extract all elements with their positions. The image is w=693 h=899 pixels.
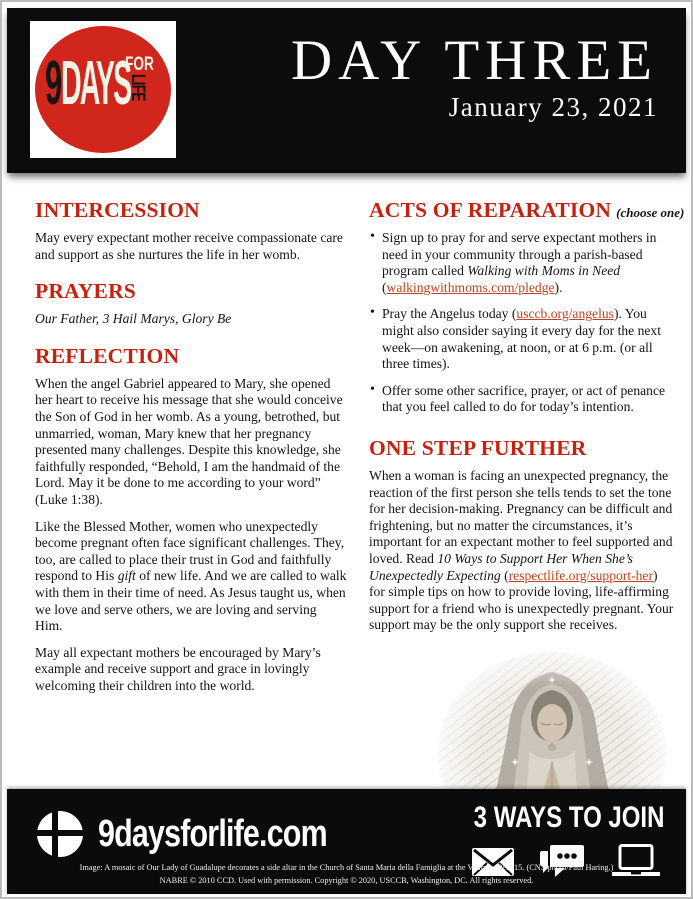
reflection-heading: REFLECTION	[35, 343, 180, 368]
intercession-text	[35, 230, 347, 263]
text-run: ) for simple tips on how to provide loving, life-affirming support for a friend who is unexpectedly pregnant. Your support may be the only support she receives.	[369, 567, 674, 633]
left-column	[35, 198, 347, 866]
section-reflection	[35, 344, 347, 695]
logo-text-9: 9	[45, 49, 63, 118]
section-intercession	[35, 198, 347, 263]
respectlife-support-her-link[interactable]: respectlife.org/support-her	[508, 567, 653, 583]
text-run: (	[500, 567, 509, 583]
9daysforlife-logo	[30, 21, 176, 158]
prayers-heading: PRAYERS	[35, 279, 136, 304]
text-run: May all expectant mothers be encouraged by Mary’s example and receive support and grace in lovingly welcoming their children into the world.	[35, 644, 321, 693]
acts-list-item	[369, 383, 675, 416]
title-block	[291, 29, 658, 123]
text-run: Like the Blessed Mother, women who unexpectedly become pregnant often face significant challenges. They, too, are called to place their trust in God and faithfully respond to His	[35, 518, 345, 584]
right-column	[369, 198, 685, 866]
page-date: January 23, 2021	[448, 92, 658, 122]
text-run: of new life. And we are called to walk with them in their time of need. As Jesus taught us, when we love and serve others, we are loving and serving Him.	[35, 568, 347, 634]
one-step-heading: ONE STEP FURTHER	[369, 435, 587, 460]
circle-cross-icon	[35, 809, 85, 859]
logo-text-life: LIFE	[127, 74, 148, 101]
reflection-paragraph	[35, 645, 347, 695]
text-run: Sign up to pray for and serve expectant mothers in need in your community through a parish-based program called	[382, 230, 657, 279]
acts-heading-subtitle: (choose one)	[616, 205, 685, 220]
reflection-paragraph	[35, 519, 347, 635]
text-run: gift	[117, 568, 136, 584]
acts-heading	[369, 198, 685, 223]
acts-heading-text: ACTS OF REPARATION	[369, 198, 612, 222]
text-run: Offer some other sacrifice, prayer, or act of penance that you feel called to do for today’s intention.	[382, 382, 666, 415]
walkingwithmoms-pledge-link[interactable]: walkingwithmoms.com/pledge	[386, 279, 555, 295]
text-run: When a woman is facing an unexpected pregnancy, the reaction of the first person she tells tends to set the tone for her decision-making. Pregnancy can be difficult and frightening, but no matter the circumstances, it’s important for an expectant mother to feel supported and loved. Read	[369, 467, 673, 566]
acts-list-item	[369, 306, 675, 372]
body-columns	[35, 198, 685, 866]
text-run: 10 Ways to Support Her When She’s Unexpectedly Expecting	[369, 550, 633, 583]
logo-text-for: FOR	[125, 54, 154, 75]
credit-line-2: NABRE © 2010 CCD. Used with permission. Copyright © 2020, USCCB, Washington, DC. All rights reserved.	[159, 875, 534, 885]
section-acts-of-reparation	[369, 198, 685, 416]
reflection-paragraph	[35, 376, 347, 509]
footer-credits	[7, 862, 686, 887]
text-run: ).	[554, 279, 563, 295]
site-row	[35, 809, 384, 859]
text-run: Walking with Moms in Need	[467, 263, 621, 279]
header-band	[7, 8, 686, 173]
logo-red-circle-icon	[35, 26, 171, 153]
section-one-step-further	[369, 436, 675, 634]
acts-list	[369, 230, 675, 416]
text-run: (	[382, 279, 387, 295]
text-run: May every expectant mother receive compassionate care and support as she nurtures the life in her womb.	[35, 230, 343, 262]
acts-list-item	[369, 230, 675, 296]
intercession-heading: INTERCESSION	[35, 198, 200, 222]
text-run: ). You might also consider saying it every day for the next week—on awakening, at noon, or at 6 p.m. (or all three times).	[382, 306, 661, 372]
one-step-paragraph	[369, 468, 675, 634]
text-run: When the angel Gabriel appeared to Mary, she opened her heart to receive his message that she would conceive the Son of God in her womb. As a young, betrothed, but unmarried, woman, Mary knew that her pregnancy presented many challenges. Despite this knowledge, she faithfully responded, “Behold, I am the handmaid of the Lord. May it be done to me according to your word” (Luke 1:38).	[35, 375, 343, 507]
section-prayers	[35, 279, 347, 328]
usccb-angelus-link[interactable]: usccb.org/angelus	[516, 306, 614, 322]
join-title: 3 WAYS TO JOIN	[473, 801, 664, 834]
page-title: DAY THREE	[291, 29, 658, 92]
prayers-text	[35, 311, 347, 328]
logo-text-days: DAYS	[61, 49, 131, 118]
text-run: Our Father, 3 Hail Marys, Glory Be	[35, 311, 232, 327]
site-url[interactable]: 9daysforlife.com	[98, 812, 327, 855]
text-run: Pray the Angelus today (	[382, 306, 517, 322]
credit-line-1: Image: A mosaic of Our Lady of Guadalupe decorates a side altar in the Church of Santa Maria della Famiglia at the Vatican. Dec. 15. (CNS photo/Paul Haring.)	[79, 863, 614, 873]
footer-band	[7, 789, 686, 894]
